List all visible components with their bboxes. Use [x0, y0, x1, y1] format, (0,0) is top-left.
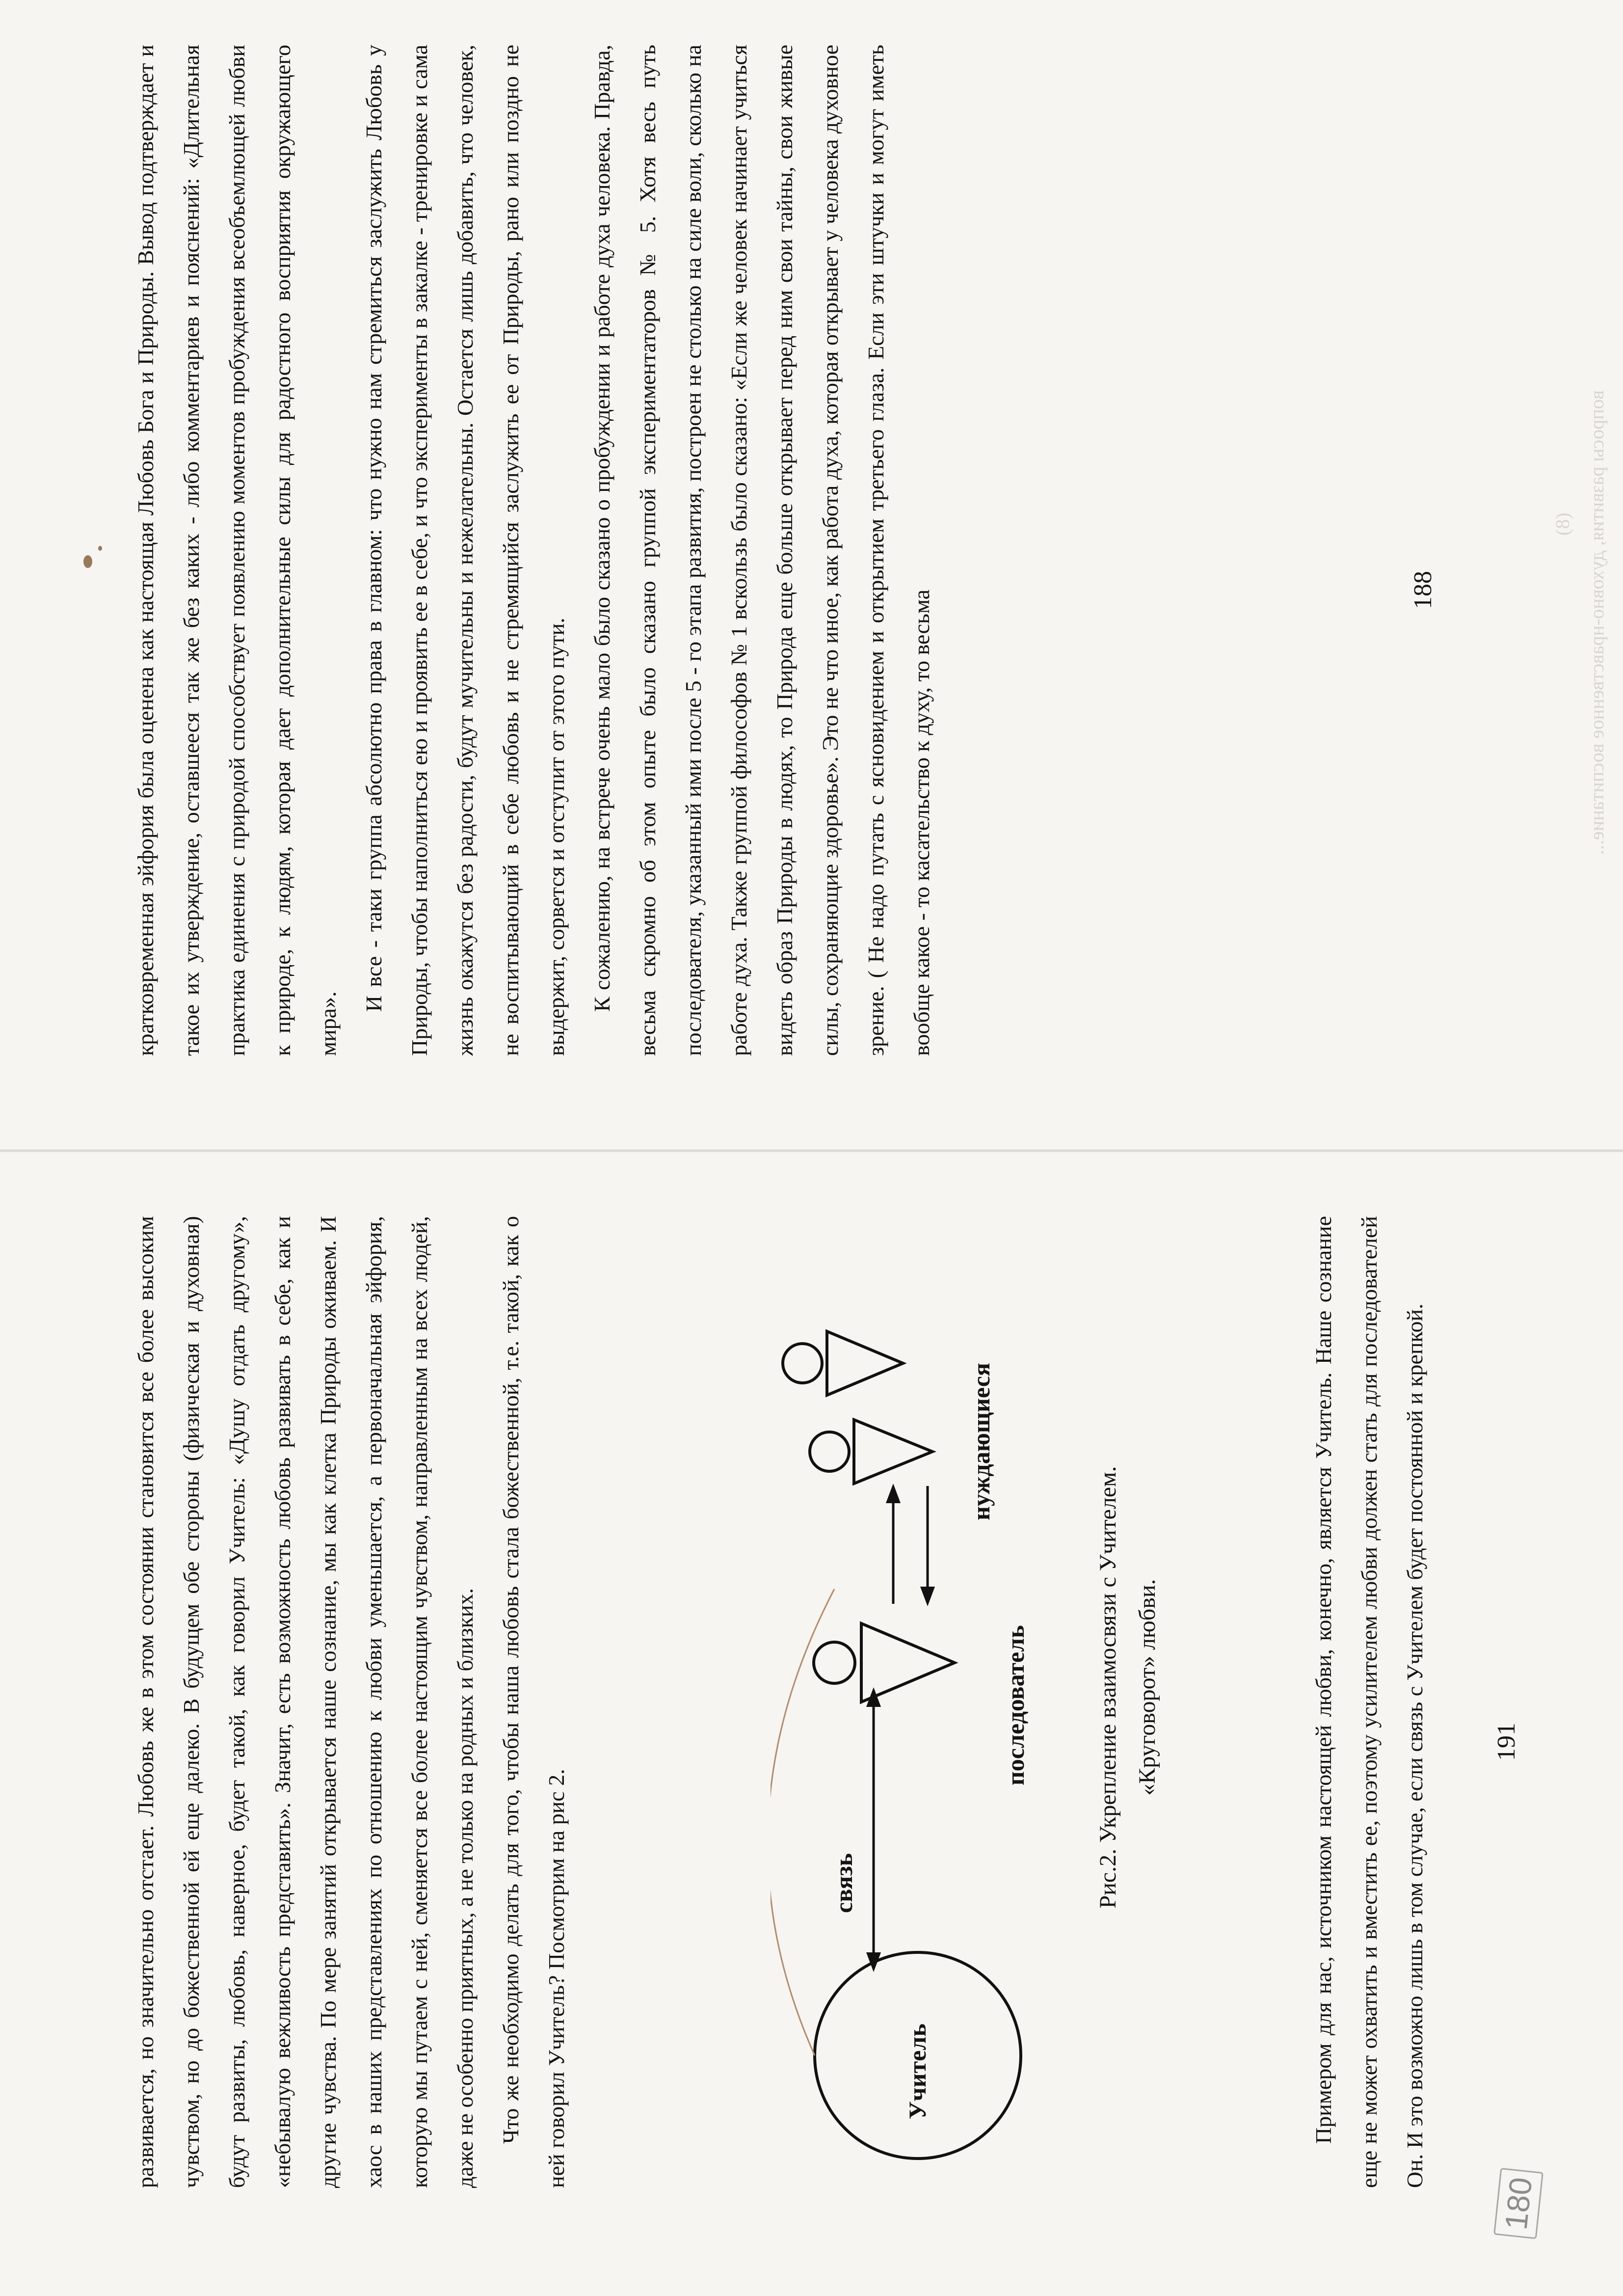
bleed-through-mark: (8) [1551, 513, 1573, 536]
right-paragraph-3: К сожалению, на встрече очень мало было сказано о пробуждении и работе духа человека. Правда, весьма скромно об этом опыте было сказано группой экспериментаторов № 5. Хотя весь путь последователя, указанный ими после 5 - го этапа развития, построен не столько на силе воли, сколько на работе духа. Также группой философов № 1 вскользь было сказано: «Если же человек начинает учиться видеть образ Природы в людях, то Природа еще больше открывает перед ним свои тайны, свои живые силы, сохраняющие здоровье». Это не что иное, как работа духа, которая открывает у человека духовное зрение. ( Не надо путать с ясновидением и открытием третьего глаза. Если эти штучки и могут иметь вообще какое - то касательство к духу, то весьма [589, 45, 934, 1056]
page-number-left: 191 [1492, 1723, 1520, 1761]
figure-caption-1: Рис.2. Укрепление взаимосвязи с Учителем. [1095, 1466, 1121, 1909]
pencil-page-mark: 180 [1493, 2168, 1543, 2239]
right-paragraph-2: И все - таки группа абсолютно права в главном: что нужно нам стремиться заслужить Любовь у Природы, чтобы наполниться ею и проявить ее в себе, и что эксперименты в закалке - тренировке и сама жизнь окажутся без радости, будут мучительны и нежелательны. Остается лишь добавить, что человек, не воспитывающий в себе любовь и не стремящийся заслужить ее от Природы, рано или поздно не выдержит, сорвется и отступит от этого пути. [361, 45, 569, 1056]
label-link: связь [830, 1853, 857, 1913]
page-left [0, 1152, 1623, 2296]
left-paragraph-2: Что же необходимо делать для того, чтобы наша любовь стала божественной, т.е. такой, как о ней говорил Учитель? Посмотрим на рис 2. [498, 1216, 569, 2188]
give-arrow-head [886, 1484, 901, 1503]
return-arrow-head [920, 1587, 935, 1606]
right-text [123, 45, 944, 1056]
left-bottom-text [1301, 1216, 1437, 2188]
left-top-text [123, 1216, 579, 2188]
bleed-through-line: вопросы развития, духовно-нравственное воспитание... [1586, 390, 1608, 855]
love-cycle-curve [771, 1589, 834, 2055]
figure-caption-2: «Круговорот» любви. [1134, 1579, 1160, 1796]
label-needy: нуждающиеся [967, 1363, 995, 1520]
page-number-right: 188 [1409, 571, 1437, 609]
ink-stain [83, 555, 92, 568]
left-paragraph-1: развивается, но значительно отстает. Любовь же в этом состоянии становится все более высоким чувством, но до божественной ей еще далеко. В будущем обе стороны (физическая и духовная) будут развиты, любовь, наверное, будет такой, как говорил Учитель: «Душу отдать другому», «небывалую вежливость представить». Значит, есть возможность любовь развивать в себе, как и другие чувства. По мере занятий открывается наше сознание, мы как клетка Природы оживаем. И хаос в наших представлениях по отношению к любви уменьшается, а первоначальная эйфория, которую мы путаем с ней, сменяется все более настоящим чувством, направленным на всех людей, даже не особенно приятных, а не только на родных и близких. [133, 1216, 478, 2188]
needy-2-body [827, 1331, 903, 1395]
needy-1-body [854, 1420, 932, 1484]
label-follower: последователь [1002, 1625, 1029, 1785]
needy-2-head [783, 1344, 822, 1383]
needy-1-head [810, 1432, 849, 1471]
right-paragraph-1: кратковременная эйфория была оценена как настоящая Любовь Бога и Природы. Вывод подтверждает и такое их утверждение, оставшееся так же без каких - либо комментариев и пояснений: «Длительная практика единения с природой способствует появлению моментов пробуждения всеобъемлющей любви к природе, к людям, которая дает дополнительные силы для радостного восприятия окружающего мира». [133, 45, 341, 1056]
figure-2 [771, 1211, 1286, 2168]
follower-body [861, 1623, 955, 1702]
left-closing-paragraph: Примером для нас, источником настоящей любви, конечно, является Учитель. Наше сознание еще не может охватить и вместить ее, поэтому усилителем любви должен стать для последователей Он. И это возможно лишь в том случае, если связь с Учителем будет постоянной и крепкой. [1311, 1216, 1427, 2188]
follower-head [814, 1642, 855, 1683]
link-arrow-head-left [866, 1952, 881, 1972]
book-fold [0, 1149, 1623, 1152]
ink-stain-small [98, 546, 102, 551]
label-teacher: Учитель [904, 2024, 931, 2119]
